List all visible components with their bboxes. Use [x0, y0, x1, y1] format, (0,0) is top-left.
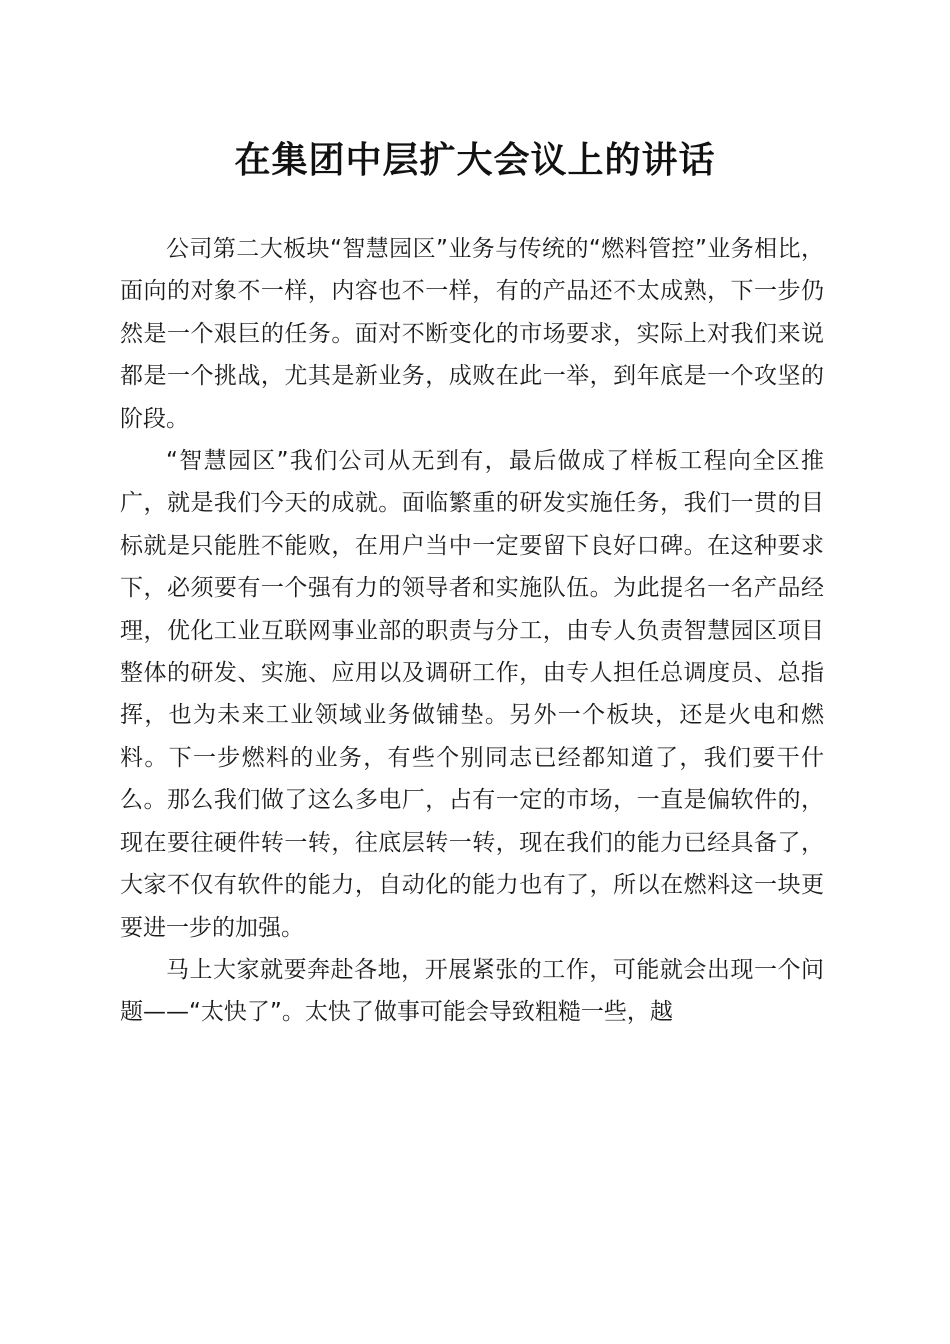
- document-body: [120, 228, 824, 1034]
- paragraph-2: “智慧园区”我们公司从无到有，最后做成了样板工程向全区推广，就是我们今天的成就。面临繁重的研发实施任务，我们一贯的目标就是只能胜不能败，在用户当中一定要留下良好口碑。在这种要求下，必须要有一个强有力的领导者和实施队伍。为此提名一名产品经理，优化工业互联网事业部的职责与分工，由专人负责智慧园区项目整体的研发、实施、应用以及调研工作，由专人担任总调度员、总指挥，也为未来工业领域业务做铺垫。另外一个板块，还是火电和燃料。下一步燃料的业务，有些个别同志已经都知道了，我们要干什么。那么我们做了这么多电厂，占有一定的市场，一直是偏软件的，现在要往硬件转一转，往底层转一转，现在我们的能力已经具备了，大家不仅有软件的能力，自动化的能力也有了，所以在燃料这一块更要进一步的加强。: [120, 448, 824, 941]
- document-title: 在集团中层扩大会议上的讲话: [234, 139, 716, 181]
- paragraph-3: 马上大家就要奔赴各地，开展紧张的工作，可能就会出现一个问题——“太快了”。太快了做事可能会导致粗糙一些，越: [120, 956, 824, 1026]
- paragraph-1: 公司第二大板块“智慧园区”业务与传统的“燃料管控”业务相比，面向的对象不一样，内容也不一样，有的产品还不太成熟，下一步仍然是一个艰巨的任务。面对不断变化的市场要求，实际上对我们来说都是一个挑战，尤其是新业务，成败在此一举，到年底是一个攻坚的阶段。: [120, 236, 824, 432]
